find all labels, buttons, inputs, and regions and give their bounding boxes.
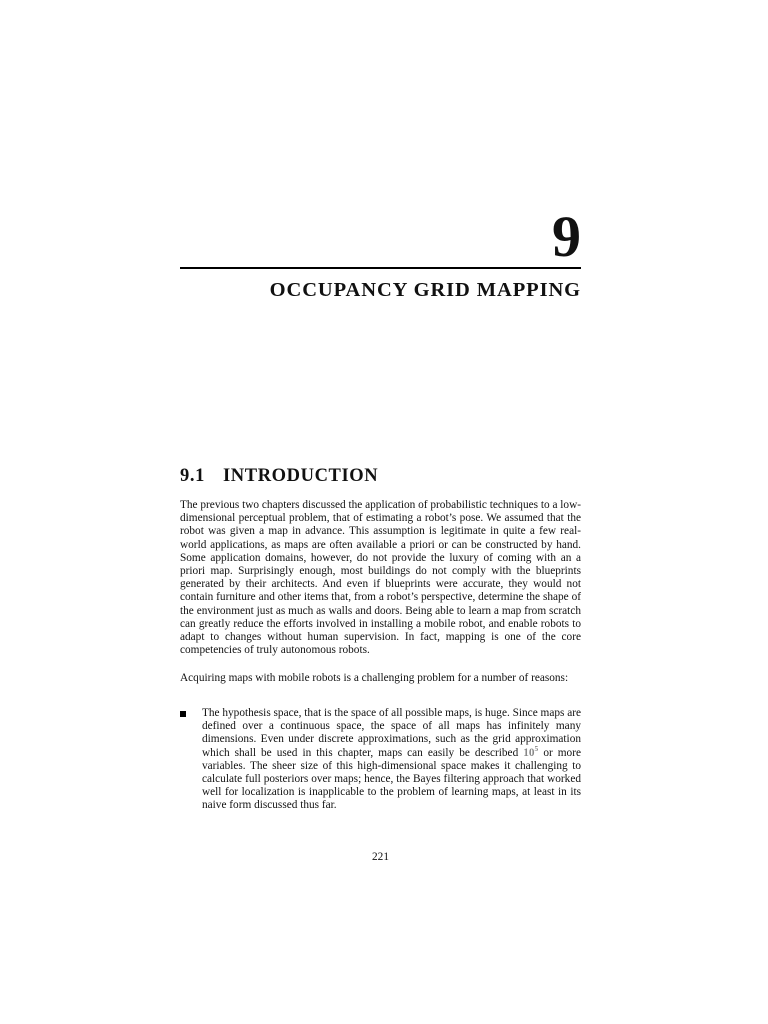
- math-expression: [523, 743, 539, 759]
- reasons-list: [180, 707, 581, 813]
- section-title: INTRODUCTION: [223, 466, 379, 486]
- chapter-number: 9: [552, 204, 581, 269]
- math-base: 10: [523, 746, 535, 759]
- bullet-text-before: The hypothesis space, that is the space of all possible maps, is huge. Since maps are defined over a continuous space, the space of all maps has infinitely many dimensions. Even under discrete approximations, such as the grid approximation which shall be used in this chapter, maps can easily be described: [202, 707, 581, 759]
- chapter-title: OCCUPANCY GRID MAPPING: [269, 279, 581, 301]
- bullet-text-after: or more variables. The sheer size of this high-dimensional space makes it challenging to calculate full posteriors over maps; hence, the Bayes filtering approach that worked well for localization is inapplicable to the problem of learning maps, at least in its naive form discussed thus far.: [202, 746, 581, 812]
- reasons-paragraph: Acquiring maps with mobile robots is a challenging problem for a number of reasons:: [180, 672, 569, 684]
- page-number: 221: [372, 851, 389, 863]
- square-bullet-icon: [180, 711, 186, 717]
- math-exponent: 5: [534, 743, 539, 753]
- intro-paragraph: The previous two chapters discussed the application of probabilistic techniques to a low-dimensional perceptual problem, that of estimating a robot’s pose. We assumed that the robot was given a map in advance. This assumption is legitimate in quite a few real-world applications, as maps are often available a priori or can be constructed by hand. Some application domains, however, do not provide the luxury of coming with an a priori map. Surprisingly enough, most buildings do not comply with the blueprints generated by their architects. And even if blueprints were accurate, they would not contain furniture and other items that, from a robot’s perspective, determine the shape of the environment just as much as walls and doors. Being able to learn a map from scratch can greatly reduce the efforts involved in installing a mobile robot, and enable robots to adapt to changes without human supervision. In fact, mapping is one of the core competencies of truly autonomous robots.: [180, 499, 581, 657]
- list-item: [180, 707, 581, 813]
- section-number: 9.1: [180, 466, 205, 486]
- section-heading: [180, 465, 378, 487]
- chapter-rule: [180, 267, 581, 269]
